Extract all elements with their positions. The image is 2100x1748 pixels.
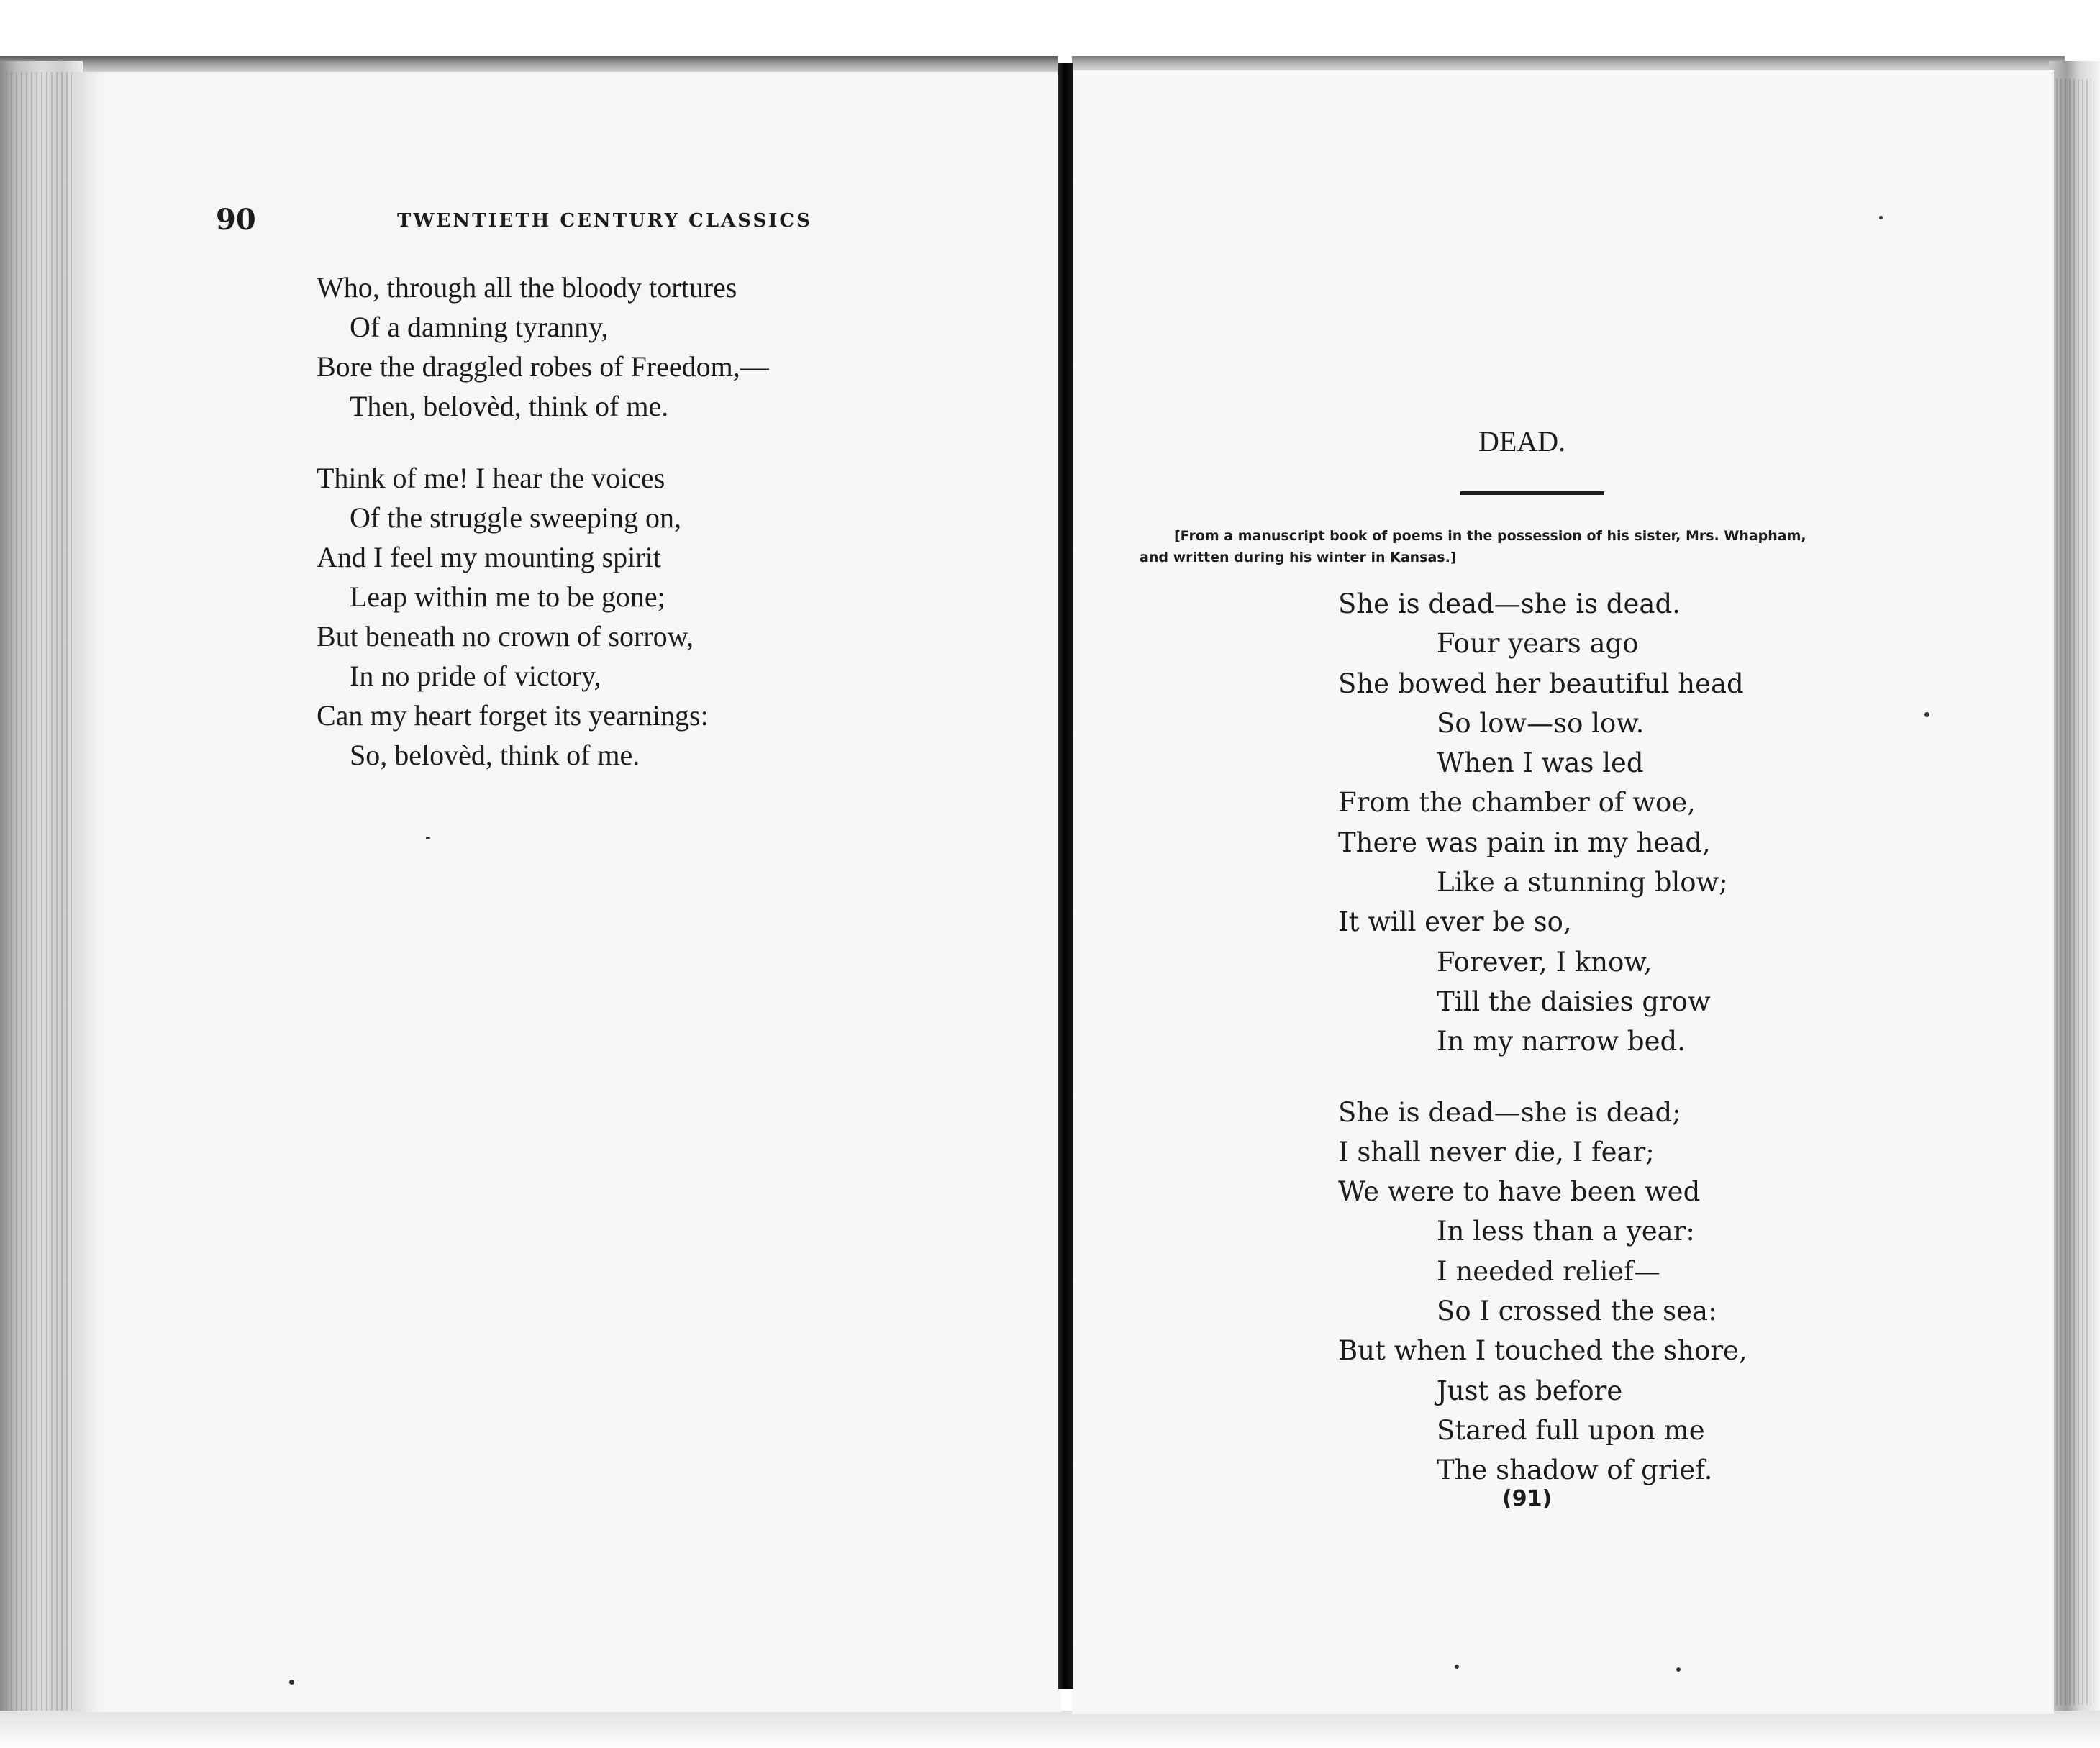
editorial-note-line-2: and written during his winter in Kansas.]	[1140, 550, 1457, 565]
poem-line: Then, belovèd, think of me.	[350, 390, 669, 422]
right-page-number: (91)	[1502, 1486, 1553, 1511]
dust-speck	[1879, 216, 1883, 219]
poem-line: Can my heart forget its yearnings:	[317, 699, 709, 732]
right-poem	[1338, 584, 1747, 1490]
poem-line: Who, through all the bloody tortures	[317, 271, 737, 304]
poem-line: So I crossed the sea:	[1437, 1296, 1717, 1327]
dust-speck	[289, 1680, 294, 1685]
poem-line: There was pain in my head,	[1338, 827, 1711, 858]
poem-line: Leap within me to be gone;	[350, 581, 665, 613]
dust-speck	[1676, 1667, 1681, 1672]
poem-line: So low—so low.	[1437, 707, 1645, 739]
poem-line: The shadow of grief.	[1437, 1455, 1713, 1486]
stanza-gap	[1338, 1062, 1747, 1093]
poem-line: Bore the draggled robes of Freedom,—	[317, 350, 769, 383]
editorial-note-line-1: [From a manuscript book of poems in the possession of his sister, Mrs. Whapham,	[1174, 528, 1806, 544]
poem-line: In less than a year:	[1437, 1216, 1695, 1247]
poem-line: And I feel my mounting spirit	[317, 541, 661, 573]
left-poem	[317, 268, 769, 775]
poem-line: Like a stunning blow;	[1437, 867, 1728, 898]
poem-line: It will ever be so,	[1338, 906, 1572, 938]
poem-line: She bowed her beautiful head	[1338, 668, 1744, 699]
dust-speck	[1455, 1665, 1459, 1669]
title-rule	[1460, 491, 1604, 495]
poem-line: In my narrow bed.	[1437, 1026, 1686, 1057]
running-head: TWENTIETH CENTURY CLASSICS	[397, 210, 812, 232]
book-gutter	[1058, 63, 1073, 1689]
dust-speck	[426, 837, 430, 839]
stanza	[317, 268, 769, 426]
poem-line: Till the daisies grow	[1437, 985, 1711, 1017]
stanza	[1338, 584, 1747, 1062]
poem-line: She is dead—she is dead;	[1338, 1096, 1681, 1128]
left-page-shadow	[72, 72, 101, 1712]
poem-line: But when I touched the shore,	[1338, 1335, 1747, 1367]
poem-line: In no pride of victory,	[350, 660, 601, 692]
poem-line: From the chamber of woe,	[1338, 787, 1696, 819]
poem-line: She is dead—she is dead.	[1338, 588, 1681, 619]
poem-line: Think of me! I hear the voices	[317, 462, 665, 494]
poem-line: Four years ago	[1437, 628, 1639, 660]
poem-line: I needed relief—	[1437, 1255, 1660, 1287]
poem-line: When I was led	[1437, 747, 1644, 779]
poem-line: We were to have been wed	[1338, 1176, 1701, 1208]
left-page-number: 90	[216, 203, 256, 237]
dust-speck	[1924, 712, 1929, 717]
stanza-gap	[317, 426, 769, 458]
poem-line: Forever, I know,	[1437, 946, 1653, 978]
poem-line: I shall never die, I fear;	[1338, 1136, 1655, 1167]
poem-line: Stared full upon me	[1437, 1414, 1705, 1446]
poem-line: But beneath no crown of sorrow,	[317, 620, 694, 652]
poem-line: Of a damning tyranny,	[350, 311, 609, 343]
stanza	[317, 458, 769, 775]
poem-line: So, belovèd, think of me.	[350, 739, 640, 771]
poem-title: DEAD.	[1478, 425, 1566, 458]
poem-line: Of the struggle sweeping on,	[350, 501, 682, 534]
book-top-edge-left	[0, 56, 1058, 73]
book-bottom-edge	[0, 1711, 2100, 1748]
book-top-edge-right	[1072, 56, 2065, 72]
page-stack-left	[6, 72, 74, 1719]
page-stack-right	[2052, 79, 2091, 1705]
stanza	[1338, 1093, 1747, 1490]
poem-line: Just as before	[1437, 1375, 1623, 1406]
